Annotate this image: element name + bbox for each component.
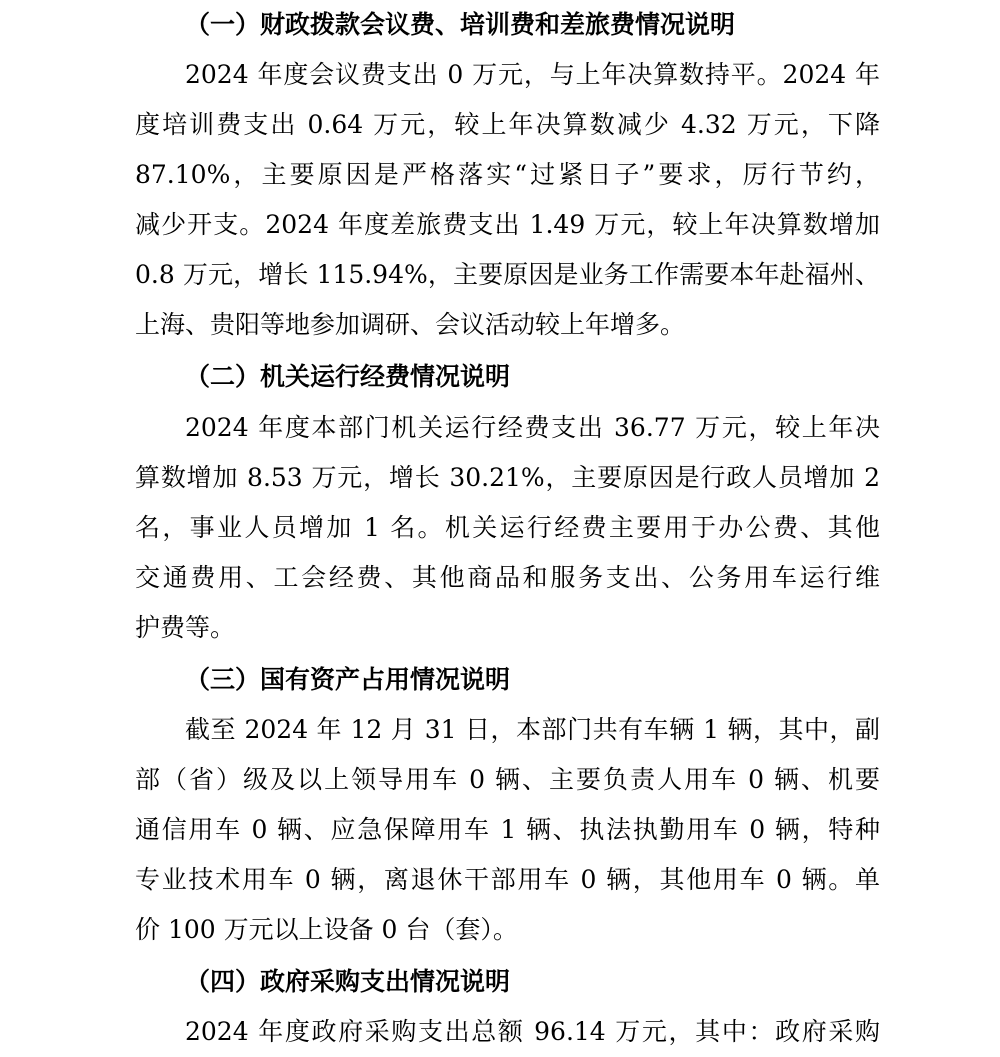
paragraph-line: 2024 年度会议费支出 0 万元，与上年决算数持平。2024 年 xyxy=(185,60,880,89)
paragraph-line: 通信用车 0 辆、应急保障用车 1 辆、执法执勤用车 0 辆，特种 xyxy=(135,815,880,844)
paragraph-line: 上海、贵阳等地参加调研、会议活动较上年增多。 xyxy=(135,310,686,339)
paragraph-line: 减少开支。2024 年度差旅费支出 1.49 万元，较上年决算数增加 xyxy=(135,210,880,239)
paragraph-line: 2024 年度本部门机关运行经费支出 36.77 万元，较上年决 xyxy=(185,413,880,442)
section-heading: （二）机关运行经费情况说明 xyxy=(185,362,511,391)
paragraph-line: 名，事业人员增加 1 名。机关运行经费主要用于办公费、其他 xyxy=(135,513,880,542)
paragraph-line: 0.8 万元，增长 115.94%，主要原因是业务工作需要本年赴福州、 xyxy=(135,260,880,289)
section-heading: （三）国有资产占用情况说明 xyxy=(185,665,511,694)
section-heading: （四）政府采购支出情况说明 xyxy=(185,967,511,996)
paragraph-line: 部（省）级及以上领导用车 0 辆、主要负责人用车 0 辆、机要 xyxy=(135,765,880,794)
paragraph-line: 87.10%，主要原因是严格落实“过紧日子”要求，厉行节约， xyxy=(135,160,880,189)
paragraph-line: 算数增加 8.53 万元，增长 30.21%，主要原因是行政人员增加 2 xyxy=(135,463,880,492)
paragraph-line: 护费等。 xyxy=(135,613,236,642)
paragraph-line: 2024 年度政府采购支出总额 96.14 万元，其中：政府采购 xyxy=(185,1017,880,1046)
paragraph-line: 专业技术用车 0 辆，离退休干部用车 0 辆，其他用车 0 辆。单 xyxy=(135,865,880,894)
paragraph-line: 度培训费支出 0.64 万元，较上年决算数减少 4.32 万元，下降 xyxy=(135,110,880,139)
section-heading: （一）财政拨款会议费、培训费和差旅费情况说明 xyxy=(185,10,736,39)
paragraph-line: 交通费用、工会经费、其他商品和服务支出、公务用车运行维 xyxy=(135,563,880,592)
paragraph-line: 价 100 万元以上设备 0 台（套）。 xyxy=(135,915,518,944)
paragraph-line: 截至 2024 年 12 月 31 日，本部门共有车辆 1 辆，其中，副 xyxy=(185,715,880,744)
